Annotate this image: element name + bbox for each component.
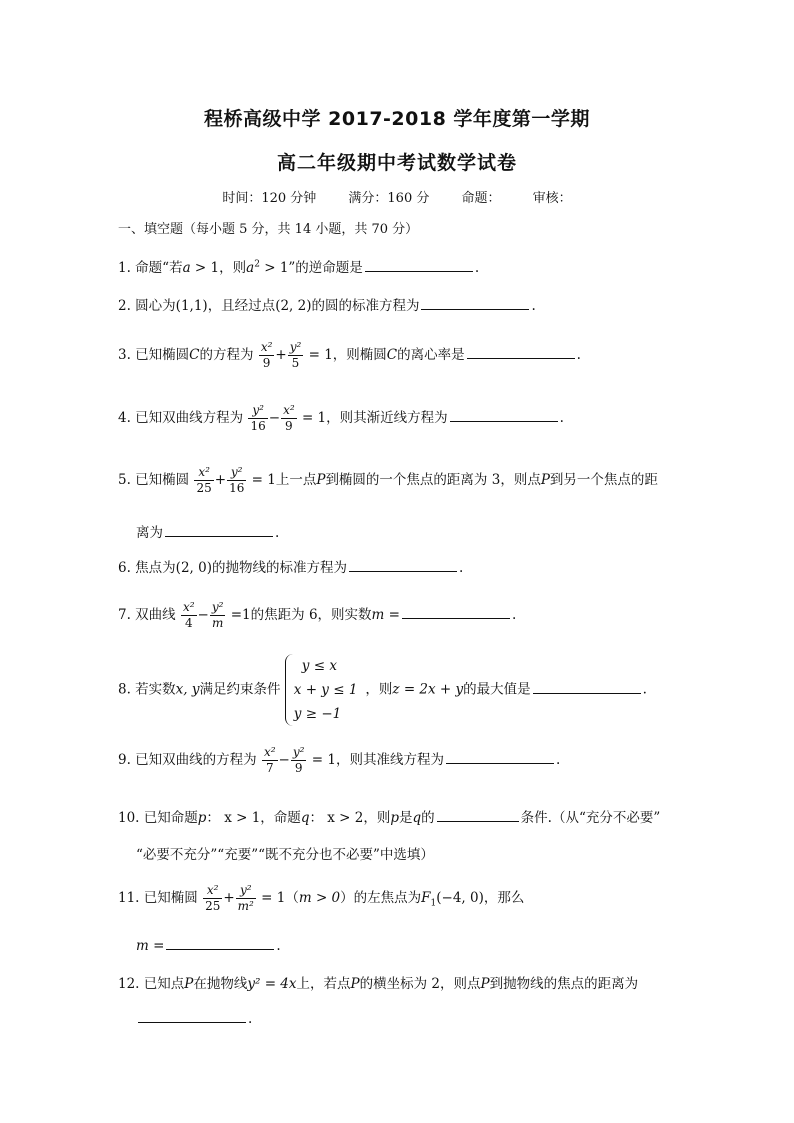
- question-5-continued: 离为 .: [136, 525, 280, 541]
- question-5: 5. 已知椭圆 $\frac{\text{x²}}{25}$ + $\frac{\text{y²}}{16}$ = 1上一点P到椭圆的一个焦点的距离为 3，则点P到另一个焦点的距: [118, 465, 658, 495]
- question-1: 1. 命题“若a > 1，则$a^2 > 1$”的逆命题是 .: [118, 259, 480, 276]
- exam-author: 命题：: [461, 191, 501, 206]
- answer-blank-11[interactable]: [166, 937, 274, 950]
- question-7: 7. 双曲线 $\frac{\text{x²}}{4}$ − $\frac{\text{y²}}{m}$ =1的焦距为 6，则实数m = .: [118, 600, 517, 630]
- exam-title-paper: 高二年级期中考试数学试卷: [276, 152, 517, 174]
- exam-meta: [0, 187, 794, 206]
- answer-blank-10[interactable]: [437, 809, 519, 822]
- exam-time: 时间：120 分钟: [222, 191, 317, 206]
- answer-blank-4[interactable]: [450, 409, 558, 422]
- question-12-continued: .: [136, 1010, 252, 1027]
- question-9: 9. 已知双曲线的方程为 $\frac{\text{x²}}{7}$ − $\frac{\text{y²}}{9}$ = 1，则其准线方程为 .: [118, 745, 561, 775]
- exam-score: 满分：160 分: [348, 191, 430, 206]
- question-3: 3. 已知椭圆C的方程为 $\frac{\text{x²}}{9}$ + $\frac{\text{y²}}{5}$ = 1，则椭圆C的离心率是 .: [118, 340, 581, 370]
- question-12: 12. 已知点P在抛物线y² = 4x上，若点P的横坐标为 2，则点P到抛物线的焦点的距离为: [118, 976, 639, 992]
- fraction: $\frac{\text{y²}}{16}$: [250, 403, 266, 433]
- fraction: $\frac{\text{x²}}{9}$: [283, 403, 295, 433]
- fraction: $\frac{\text{y²}}{m}$: [211, 600, 224, 630]
- answer-blank-1[interactable]: [365, 259, 473, 272]
- fraction: $\frac{\text{x²}}{9}$: [260, 340, 273, 370]
- fraction: $\frac{\text{y²}}{16}$: [229, 465, 245, 495]
- fraction: $\frac{\text{x²}}{25}$: [196, 465, 212, 495]
- question-6: 6. 焦点为(2, 0)的抛物线的标准方程为 .: [118, 560, 464, 576]
- section-title: 一、填空题（每小题 5 分，共 14 小题，共 70 分）: [118, 222, 419, 237]
- answer-blank-9[interactable]: [446, 751, 554, 764]
- fraction: $\frac{\text{y²}}{\text{m²}}$: [237, 883, 254, 913]
- question-8: 8. 若实数x, y满足约束条件 y ≤ x x + y ≤ 1 y ≥ −1 ，则z = 2x + y的最大值是 .: [118, 654, 647, 726]
- constraint-system: y ≤ x x + y ≤ 1 y ≥ −1: [285, 654, 362, 726]
- answer-blank-8[interactable]: [533, 681, 641, 694]
- question-2: 2. 圆心为(1,1)，且经过点(2, 2)的圆的标准方程为 .: [118, 298, 536, 314]
- answer-blank-2[interactable]: [421, 297, 529, 310]
- answer-blank-5[interactable]: [165, 524, 273, 537]
- exam-reviewer: 审核：: [532, 191, 572, 206]
- question-10-continued: “必要不充分”“充要”“既不充分也不必要”中选填）: [136, 847, 434, 863]
- answer-blank-12[interactable]: [138, 1010, 246, 1023]
- question-11: 11. 已知椭圆 $\frac{\text{x²}}{25}$ + $\frac{\text{y²}}{\text{m²}}$ = 1（m > 0）的左焦点为$F_1(-4$, 0)，那么: [118, 883, 525, 913]
- fraction: $\frac{\text{x²}}{4}$: [182, 600, 195, 630]
- exam-title-school: 程桥高级中学 2017-2018 学年度第一学期: [204, 108, 590, 130]
- question-4: 4. 已知双曲线方程为 $\frac{\text{y²}}{16}$ − $\frac{\text{x²}}{9}$ = 1，则其渐近线方程为 .: [118, 403, 564, 433]
- fraction: $\frac{\text{y²}}{9}$: [292, 745, 305, 775]
- question-10: 10. 已知命题p： x > 1，命题q： x > 2，则p是q的 条件.（从“充分不必要”: [118, 810, 661, 826]
- fraction: $\frac{\text{x²}}{7}$: [263, 745, 276, 775]
- fraction: $\frac{\text{y²}}{5}$: [289, 340, 302, 370]
- question-11-continued: m = .: [136, 938, 281, 954]
- fraction: $\frac{\text{x²}}{25}$: [205, 883, 221, 913]
- answer-blank-3[interactable]: [467, 346, 575, 359]
- answer-blank-7[interactable]: [402, 606, 510, 619]
- answer-blank-6[interactable]: [349, 559, 457, 572]
